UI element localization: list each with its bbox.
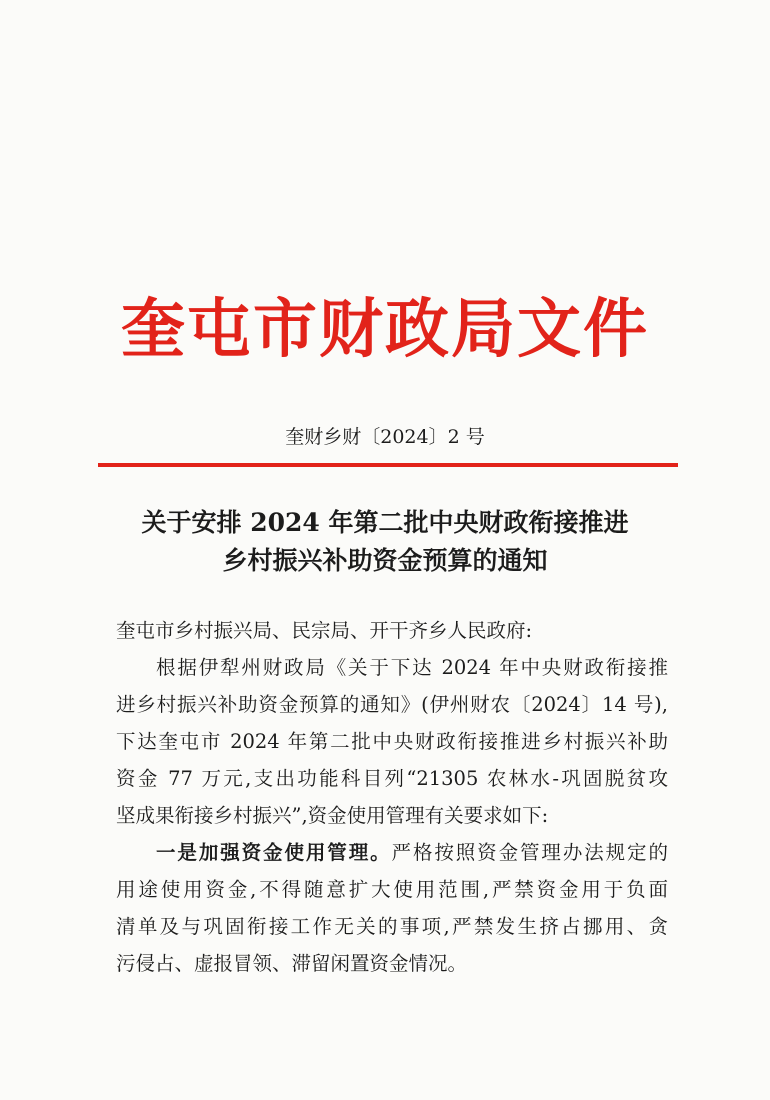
paragraph-2-line: 清单及与巩固衔接工作无关的事项,严禁发生挤占挪用、贪 [116,915,668,938]
salutation: 奎屯市乡村振兴局、民宗局、开干齐乡人民政府: [116,619,533,642]
paragraph-2-first-line [116,834,668,871]
paragraph-2-line: 用途使用资金,不得随意扩大使用范围,严禁资金用于负面 [116,878,668,901]
document-header-title: 奎屯市财政局文件 [121,293,649,367]
paragraph-1-line: 进乡村振兴补助资金预算的通知》(伊州财农〔2024〕14 号), [116,693,668,716]
notice-body [116,612,668,982]
paragraph-1-line: 坚成果衔接乡村振兴”,资金使用管理有关要求如下: [116,804,549,827]
notice-title [0,504,770,580]
paragraph-1-line: 下达奎屯市 2024 年第二批中央财政衔接推进乡村振兴补助 [116,730,668,753]
notice-title-line-2: 乡村振兴补助资金预算的通知 [222,546,548,575]
paragraph-2-line: 污侵占、虚报冒领、滞留闲置资金情况。 [116,952,468,975]
notice-title-line-1: 关于安排 2024 年第二批中央财政衔接推进 [141,508,629,537]
paragraph-1-line: 资金 77 万元,支出功能科目列“21305 农林水-巩固脱贫攻 [116,767,668,790]
paragraph-2-text: 严格按照资金管理办法规定的 [391,841,668,864]
document-number: 奎财乡财〔2024〕2 号 [285,426,485,448]
red-separator-line [98,463,678,467]
paragraph-2-heading: 一是加强资金使用管理。 [156,841,392,864]
paragraph-1-line: 根据伊犁州财政局《关于下达 2024 年中央财政衔接推 [156,656,668,679]
